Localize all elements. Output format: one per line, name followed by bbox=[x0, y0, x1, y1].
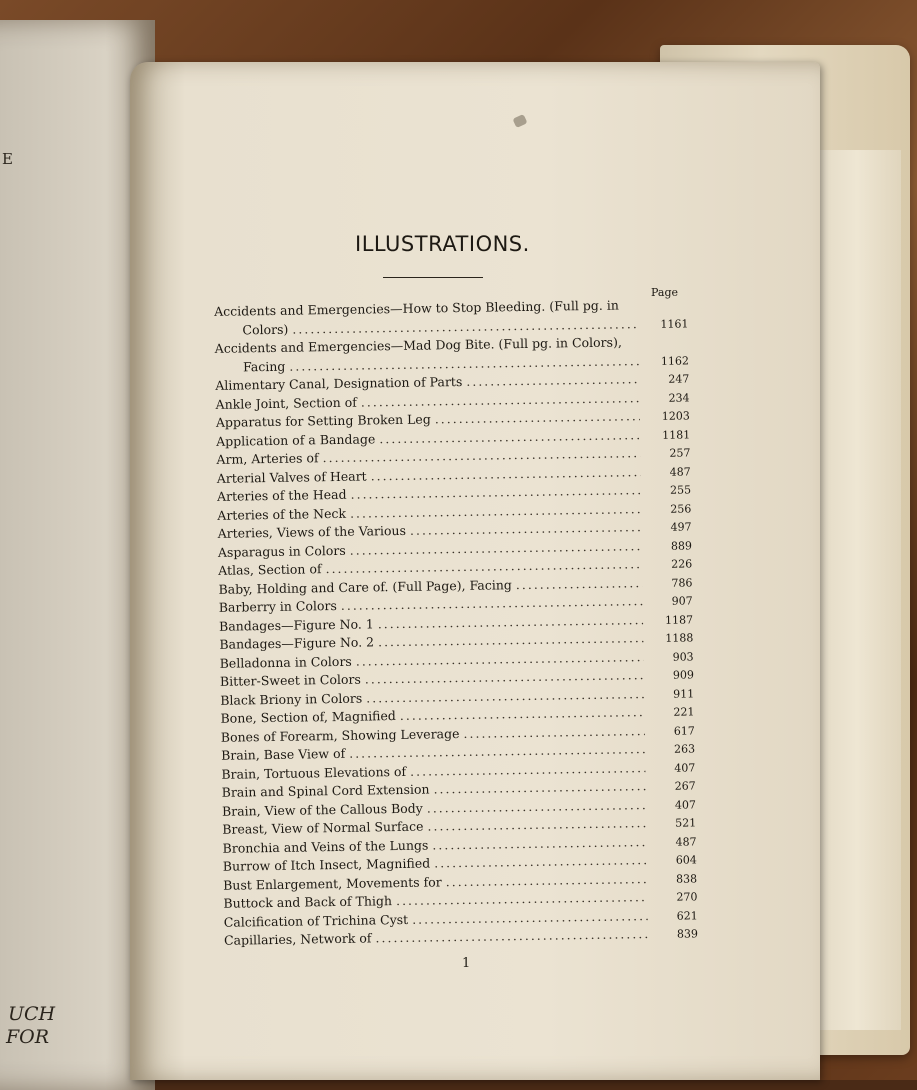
entry-page-number: 487 bbox=[669, 464, 691, 479]
entry-page-number: 226 bbox=[671, 557, 693, 571]
entry-label: Burrow of Itch Insect, Magnified bbox=[222, 855, 431, 874]
entry-label: Belladonna in Colors bbox=[219, 653, 352, 671]
leader-dots bbox=[410, 760, 646, 779]
entry-page-number: 1188 bbox=[665, 631, 694, 645]
entry-page-number: 903 bbox=[672, 649, 694, 664]
entry-label: Buttock and Back of Thigh bbox=[223, 893, 393, 911]
left-page-text-fragment: UCH bbox=[8, 1003, 56, 1025]
entry-label: Bandages—Figure No. 2 bbox=[219, 634, 375, 652]
entry-label: Brain, Base View of bbox=[221, 745, 346, 763]
entry-label: Arteries, Views of the Various bbox=[217, 522, 407, 541]
leader-dots bbox=[432, 834, 646, 852]
leader-dots bbox=[396, 889, 648, 908]
leader-dots bbox=[400, 704, 645, 723]
leader-dots bbox=[433, 778, 645, 796]
entry-label: Brain, Tortuous Elevations of bbox=[221, 763, 407, 782]
entry-page-number: 911 bbox=[673, 686, 695, 701]
entry-label: Alimentary Canal, Designation of Parts bbox=[215, 373, 463, 393]
entry-page-number: 1162 bbox=[660, 353, 690, 368]
leader-dots bbox=[350, 538, 642, 558]
leader-dots bbox=[412, 908, 648, 927]
leader-dots bbox=[350, 501, 642, 521]
leader-dots bbox=[350, 482, 641, 502]
entry-page-number: 256 bbox=[670, 501, 692, 516]
leader-dots bbox=[371, 464, 641, 483]
entry-label: Capillaries, Network of bbox=[223, 930, 372, 948]
entry-label: Baby, Holding and Care of. (Full Page), Facing bbox=[218, 576, 512, 597]
entry-label: Bone, Section of, Magnified bbox=[220, 708, 396, 726]
leader-dots bbox=[356, 649, 644, 669]
entry-label: Bandages—Figure No. 1 bbox=[218, 615, 374, 634]
leader-dots bbox=[379, 427, 640, 446]
leader-dots bbox=[463, 723, 645, 741]
entry-page-number: 255 bbox=[669, 483, 692, 497]
leader-dots bbox=[366, 686, 644, 705]
entry-label: Ankle Joint, Section of bbox=[215, 394, 357, 412]
entry-page-number: 234 bbox=[668, 390, 690, 405]
leader-dots bbox=[375, 926, 648, 945]
leader-dots bbox=[378, 630, 644, 649]
entry-label: Colors) bbox=[242, 321, 289, 337]
leader-dots bbox=[341, 593, 643, 613]
leader-dots bbox=[361, 390, 640, 409]
entry-label: Accidents and Emergencies—How to Stop Bleeding. (Full pg. in bbox=[214, 297, 619, 319]
entry-page-number: 1161 bbox=[660, 316, 689, 331]
leader-dots bbox=[378, 612, 644, 631]
entry-label: Arm, Arteries of bbox=[216, 450, 319, 467]
entry-page-number: 786 bbox=[671, 575, 693, 590]
leader-dots bbox=[516, 575, 643, 592]
entry-page-number: 263 bbox=[673, 742, 696, 756]
entry-page-number: 267 bbox=[674, 779, 696, 793]
entry-label: Calcification of Trichina Cyst bbox=[223, 911, 409, 930]
left-page-text-fragment: E bbox=[2, 150, 13, 168]
left-page-text-fragment: FOR bbox=[6, 1026, 50, 1048]
entry-page-number: 1187 bbox=[664, 612, 694, 627]
entry-page-number: 521 bbox=[675, 816, 697, 830]
entry-label: Bitter-Sweet in Colors bbox=[219, 671, 361, 689]
entry-label: Application of a Bandage bbox=[216, 430, 376, 449]
entry-page-number: 407 bbox=[674, 797, 697, 812]
leader-dots bbox=[427, 815, 646, 833]
entry-page-number: 617 bbox=[673, 723, 695, 738]
entry-label: Barberry in Colors bbox=[218, 597, 337, 615]
leader-dots bbox=[446, 871, 648, 889]
entry-page-number: 270 bbox=[676, 890, 698, 904]
entry-page-number: 604 bbox=[675, 853, 697, 867]
entry-page-number: 621 bbox=[676, 908, 698, 923]
entry-page-number: 1203 bbox=[661, 409, 690, 423]
footer-page-number: 1 bbox=[462, 956, 471, 971]
page-title: ILLUSTRATIONS. bbox=[355, 232, 530, 256]
entry-page-number: 839 bbox=[676, 927, 699, 941]
entry-label: Asparagus in Colors bbox=[217, 542, 346, 560]
entry-label: Brain and Spinal Cord Extension bbox=[221, 781, 430, 800]
leader-dots bbox=[466, 371, 639, 389]
entry-label: Bronchia and Veins of the Lungs bbox=[222, 837, 429, 856]
entry-page-number: 497 bbox=[670, 520, 692, 534]
entry-label: Bust Enlargement, Movements for bbox=[223, 873, 442, 893]
entry-label: Apparatus for Setting Broken Leg bbox=[215, 411, 431, 430]
leader-dots bbox=[349, 741, 645, 761]
entry-label: Accidents and Emergencies—Mad Dog Bite. (Full pg. in Colors), bbox=[214, 334, 622, 356]
leader-dots bbox=[325, 556, 642, 576]
entry-label: Arteries of the Neck bbox=[217, 505, 347, 523]
entry-label: Facing bbox=[242, 358, 286, 374]
leader-dots bbox=[322, 445, 640, 465]
entry-page-number: 247 bbox=[668, 372, 690, 386]
entry-label: Bones of Forearm, Showing Leverage bbox=[220, 725, 460, 745]
entry-page-number: 909 bbox=[672, 668, 695, 682]
entry-page-number: 221 bbox=[673, 705, 695, 719]
page-column-header: Page bbox=[651, 286, 679, 299]
entry-page-number: 907 bbox=[671, 594, 693, 608]
entry-page-number: 487 bbox=[675, 834, 697, 849]
entry-label: Atlas, Section of bbox=[218, 561, 322, 578]
entry-page-number: 1181 bbox=[662, 427, 691, 442]
leader-dots bbox=[434, 852, 647, 870]
entry-page-number: 838 bbox=[676, 871, 698, 886]
entry-page-number: 257 bbox=[669, 446, 691, 460]
entry-page-number: 889 bbox=[670, 538, 692, 553]
entry-label: Arterial Valves of Heart bbox=[216, 467, 367, 486]
entry-label: Arteries of the Head bbox=[216, 486, 347, 504]
leader-dots bbox=[427, 797, 646, 815]
entry-label: Brain, View of the Callous Body bbox=[221, 800, 423, 819]
entry-page-number: 407 bbox=[674, 760, 696, 775]
leader-dots bbox=[435, 408, 640, 426]
leader-dots bbox=[365, 667, 644, 686]
entry-label: Black Briony in Colors bbox=[220, 690, 363, 708]
entry-label: Breast, View of Normal Surface bbox=[222, 818, 424, 837]
leader-dots bbox=[410, 519, 642, 538]
